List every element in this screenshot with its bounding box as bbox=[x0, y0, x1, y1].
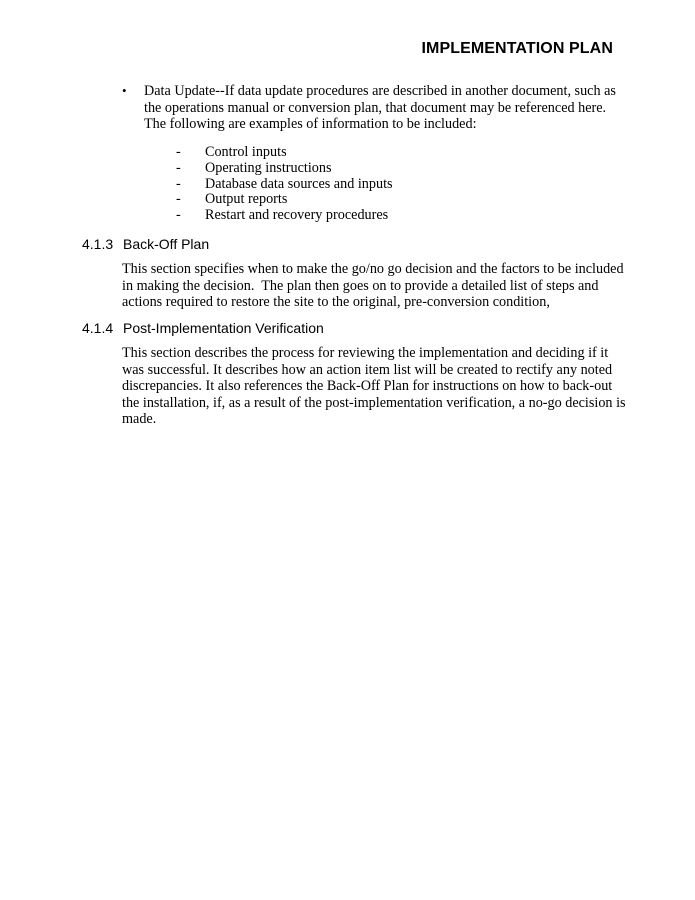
dash-marker: - bbox=[176, 159, 181, 176]
dash-marker: - bbox=[176, 207, 181, 224]
body-line: This section describes the process for reviewing the implementation and deciding if it bbox=[122, 345, 609, 361]
section-title: Post-Implementation Verification bbox=[123, 320, 324, 336]
list-item bbox=[176, 145, 393, 161]
list-item bbox=[176, 177, 393, 193]
section-number: 4.1.4 bbox=[82, 320, 114, 336]
list-item-text: Control inputs bbox=[205, 144, 287, 160]
section-heading-post-implementation-verification bbox=[82, 320, 324, 336]
list-item-text: Database data sources and inputs bbox=[205, 175, 393, 192]
body-line: was successful. It describes how an action item list will be created to rectify any noted bbox=[122, 361, 613, 378]
list-item-text: Restart and recovery procedures bbox=[205, 207, 389, 224]
section-heading-back-off-plan bbox=[82, 236, 209, 252]
list-item bbox=[176, 208, 393, 224]
list-item-text: Operating instructions bbox=[205, 159, 332, 176]
body-line: discrepancies. It also references the Back-Off Plan for instructions on how to back-out bbox=[122, 378, 613, 395]
dash-marker: - bbox=[176, 191, 181, 208]
dash-marker: - bbox=[176, 175, 181, 192]
body-line: in making the decision. The plan then goes on to provide a detailed list of steps and bbox=[122, 277, 599, 294]
body-line: actions required to restore the site to the original, pre-conversion condition, bbox=[122, 294, 550, 311]
information-examples-list bbox=[176, 145, 393, 224]
bullet-icon: • bbox=[122, 83, 127, 98]
body-line: This section specifies when to make the go/no go decision and the factors to be included bbox=[122, 261, 624, 277]
list-item bbox=[176, 192, 393, 208]
section-title: Back-Off Plan bbox=[123, 236, 210, 252]
list-item-text: Output reports bbox=[205, 191, 288, 208]
bullet-paragraph: Data Update--If data update procedures are described in another document, such as the operations manual or conversion plan, that document may be referenced here. The following are examples of information to be included: bbox=[144, 83, 616, 133]
body-line: made. bbox=[122, 411, 157, 428]
section-number: 4.1.3 bbox=[82, 236, 114, 252]
body-line: the installation, if, as a result of the post-implementation verification, a no-go decision is bbox=[122, 394, 626, 411]
page-header-title: IMPLEMENTATION PLAN bbox=[421, 40, 613, 57]
list-item bbox=[176, 161, 393, 177]
section-body-post-implementation-verification bbox=[122, 345, 626, 428]
dash-marker: - bbox=[176, 144, 181, 160]
section-body-back-off-plan bbox=[122, 261, 624, 311]
data-update-bullet bbox=[122, 83, 622, 133]
